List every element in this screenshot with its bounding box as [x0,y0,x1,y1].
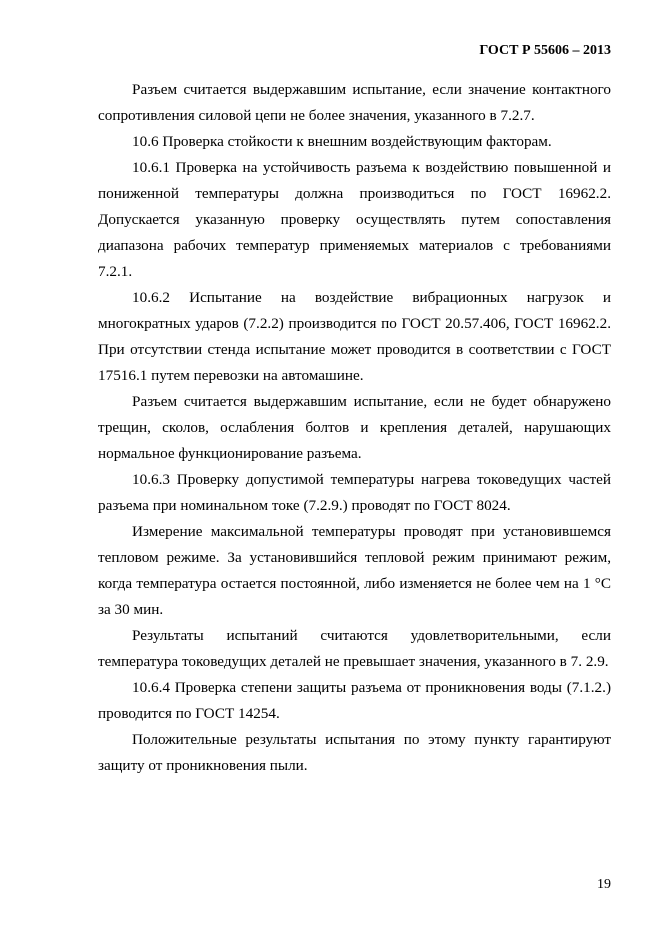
paragraph-temperature-measurement: Измерение максимальной температуры проводят при установившемся тепловом режиме. За установившийся тепловой режим принимают режим, когда температура остается постоянной, либо изменяется не более чем на 1 °С за 30 мин. [98,523,611,618]
section-10-6-2: 10.6.2 Испытание на воздействие вибрационных нагрузок и многократных ударов (7.2.2) производится по ГОСТ 20.57.406, ГОСТ 16962.2. При отсутствии стенда испытание может проводится в соответствии с ГОСТ 17516.1 путем перевозки на автомашине. [98,289,611,384]
paragraph-vibration-result: Разъем считается выдержавшим испытание, если не будет обнаружено трещин, сколов, ослабления болтов и крепления деталей, нарушающих нормальное функционирование разъема. [98,393,611,462]
document-header [479,42,611,60]
section-10-6-1: 10.6.1 Проверка на устойчивость разъема к воздействию повышенной и пониженной температуры должна производиться по ГОСТ 16962.2. Допускается указанную проверку осуществлять путем сопоставления диапазона рабочих температур применяемых материалов с требованиями 7.2.1. [98,159,611,280]
paragraph-contact-resistance: Разъем считается выдержавшим испытание, если значение контактного сопротивления силовой цепи не более значения, указанного в 7.2.7. [98,81,611,124]
page-number: 19 [597,877,611,892]
section-10-6-3: 10.6.3 Проверку допустимой температуры нагрева токоведущих частей разъема при номинальном токе (7.2.9.) проводят по ГОСТ 8024. [98,471,611,514]
paragraph-temperature-result: Результаты испытаний считаются удовлетворительными, если температура токоведущих деталей не превышает значения, указанного в 7. 2.9. [98,627,611,670]
paragraph-dust-protection: Положительные результаты испытания по этому пункту гарантируют защиту от проникновения пыли. [98,731,611,774]
section-10-6-4: 10.6.4 Проверка степени защиты разъема от проникновения воды (7.1.2.) проводится по ГОСТ 14254. [98,679,611,722]
document-id: ГОСТ Р 55606 – 2013 [479,43,611,58]
document-body [98,77,611,779]
section-10-6-heading: 10.6 Проверка стойкости к внешним воздействующим факторам. [132,133,552,150]
